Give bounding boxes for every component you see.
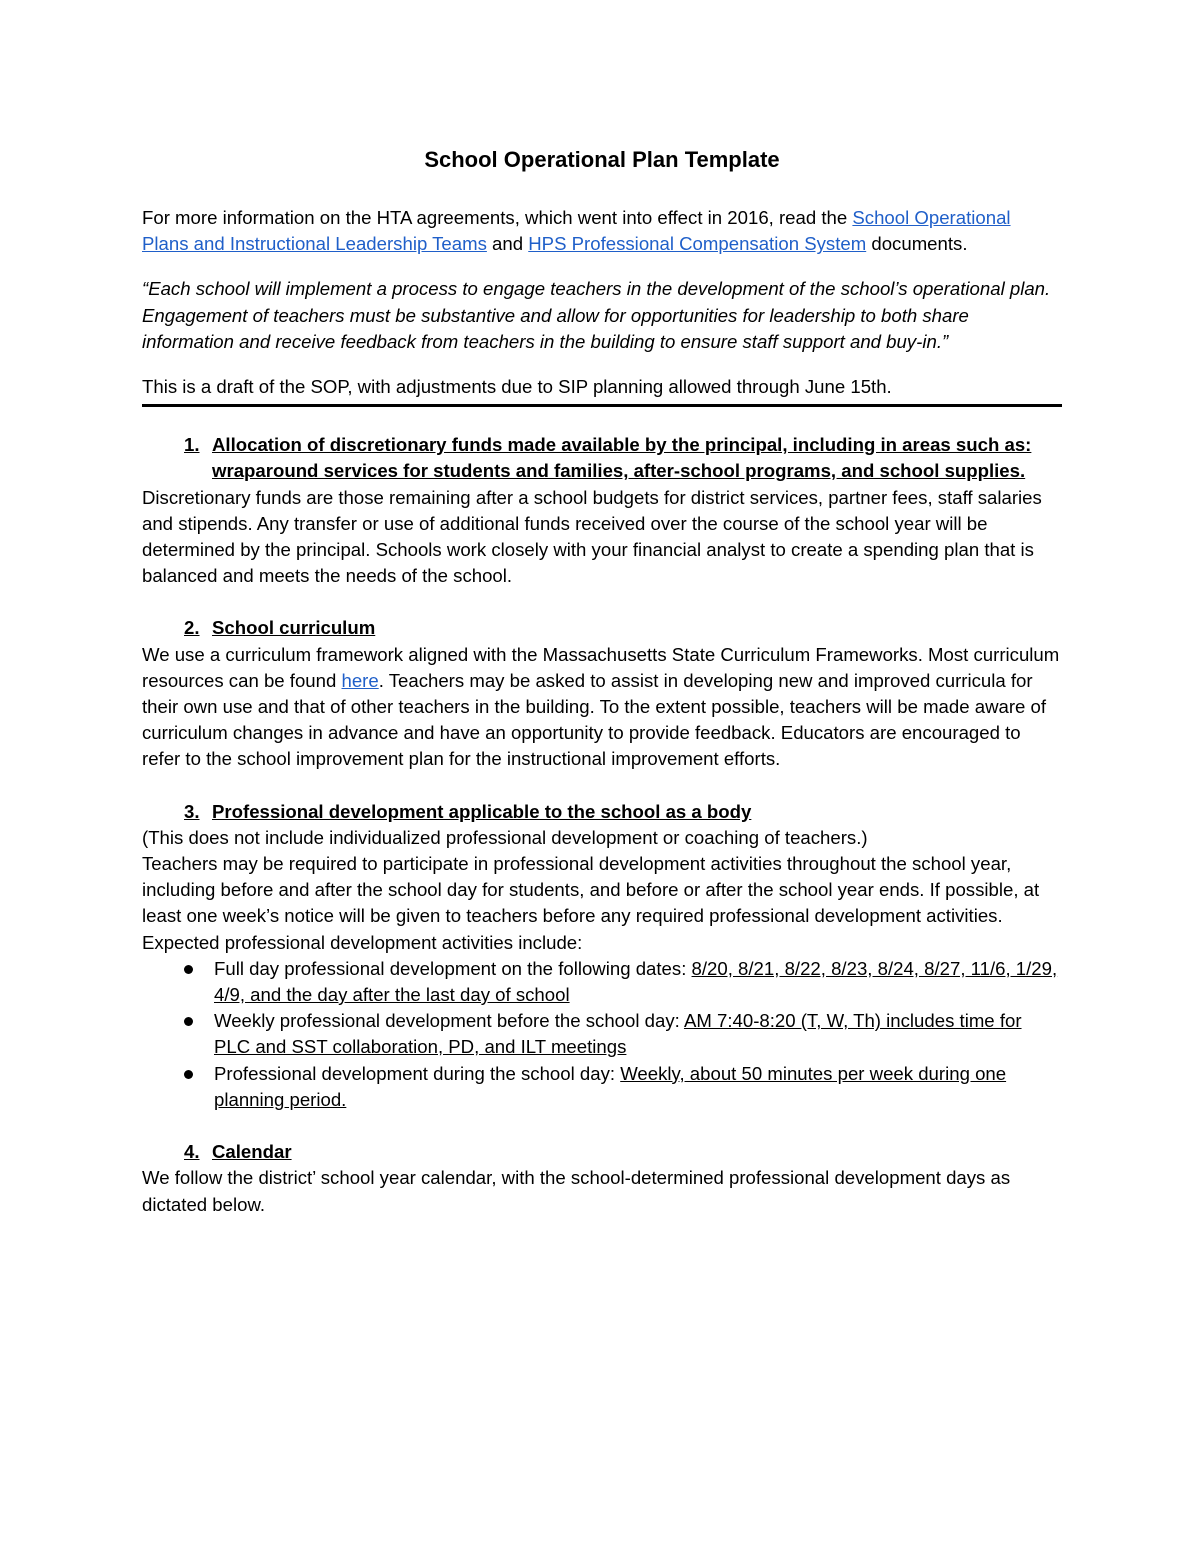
section-heading	[142, 799, 1062, 825]
bullet-icon	[142, 956, 214, 982]
hta-quote: “Each school will implement a process to engage teachers in the development of the school’s operational plan. Engagement of teachers must be substantive and allow for opportunities for leadership to both share information and receive feedback from teachers in the building to ensure staff support and buy-in.”	[142, 278, 1051, 352]
section-heading-text: Calendar	[212, 1141, 292, 1163]
section-body: Teachers may be required to participate in professional development activities throughout the school year, including before and after the school day for students, and before or after the school year ends. If possible, at least one week’s notice will be given to teachers before any required professional development activities. Expected professional development activities include:	[142, 853, 1040, 953]
list-item	[142, 1008, 1062, 1060]
section-school-curriculum	[142, 615, 1062, 772]
sop-ilt-link[interactable]: School Operational Plans and Instructional Leadership Teams	[142, 207, 1011, 255]
intro-middle: and	[486, 233, 529, 255]
section-discretionary-funds	[142, 432, 1062, 589]
curriculum-body-suffix: . Teachers may be asked to assist in developing new and improved curricula for their own use and that of other teachers in the building. To the extent possible, teachers will be made aware of curriculum changes in advance and have an opportunity to provide feedback. Educators are encouraged to refer to the school improvement plan for the instructional improvement efforts.	[142, 669, 1047, 770]
bullet-lead: Full day professional development on the following dates:	[214, 957, 692, 979]
draft-note: This is a draft of the SOP, with adjustments due to SIP planning allowed through June 15th.	[142, 374, 1062, 407]
compensation-system-link[interactable]: HPS Professional Compensation System	[528, 233, 867, 255]
bullet-icon	[142, 1008, 214, 1034]
bullet-lead: Professional development during the school day:	[214, 1062, 621, 1084]
section-heading	[142, 615, 1062, 641]
intro-paragraph	[142, 205, 1062, 257]
bullet-detail: 8/20, 8/21, 8/22, 8/23, 8/24, 8/27, 11/6, 1/29, 4/9, and the day after the last day of school	[214, 957, 1058, 1006]
curriculum-resources-link[interactable]: here	[341, 669, 379, 691]
section-number: 4.	[184, 1141, 200, 1163]
section-body	[142, 642, 1062, 773]
bullet-icon	[142, 1061, 214, 1087]
pd-activities-list	[142, 956, 1062, 1113]
section-body: Discretionary funds are those remaining after a school budgets for district services, partner fees, staff salaries and stipends. Any transfer or use of additional funds received over the course of the school year will be determined by the principal. Schools work closely with your financial analyst to create a spending plan that is balanced and meets the needs of the school.	[142, 486, 1042, 587]
intro-suffix: documents.	[866, 233, 968, 255]
section-heading	[142, 1139, 1062, 1165]
bullet-detail: AM 7:40-8:20 (T, W, Th) includes time for PLC and SST collaboration, PD, and ILT meetings	[214, 1010, 1022, 1058]
section-heading	[142, 432, 1062, 484]
section-heading-text: Allocation of discretionary funds made available by the principal, including in areas such as: wraparound services for students and families, after-school programs, and school supplies.	[212, 434, 1032, 482]
section-heading-text: School curriculum	[212, 617, 376, 639]
document-content	[142, 145, 1062, 1244]
list-item	[142, 956, 1062, 1008]
pd-note: (This does not include individualized professional development or coaching of teachers.)	[142, 826, 868, 848]
curriculum-body-prefix: We use a curriculum framework aligned with the Massachusetts State Curriculum Frameworks. Most curriculum resources can be found	[142, 643, 1060, 691]
section-number: 1.	[184, 434, 200, 456]
page-title: School Operational Plan Template	[424, 147, 780, 172]
section-professional-development	[142, 799, 1062, 1113]
section-calendar	[142, 1139, 1062, 1218]
intro-prefix: For more information on the HTA agreements, which went into effect in 2016, read the	[142, 207, 853, 228]
bullet-detail: Weekly, about 50 minutes per week during one planning period.	[214, 1062, 1007, 1110]
section-number: 3.	[184, 800, 200, 822]
bullet-lead: Weekly professional development before the school day:	[214, 1010, 684, 1032]
list-item	[142, 1061, 1062, 1113]
section-heading-text: Professional development applicable to the school as a body	[212, 800, 752, 822]
section-body: We follow the district’ school year calendar, with the school-determined professional development days as dictated below.	[142, 1167, 1011, 1215]
section-number: 2.	[184, 617, 200, 639]
